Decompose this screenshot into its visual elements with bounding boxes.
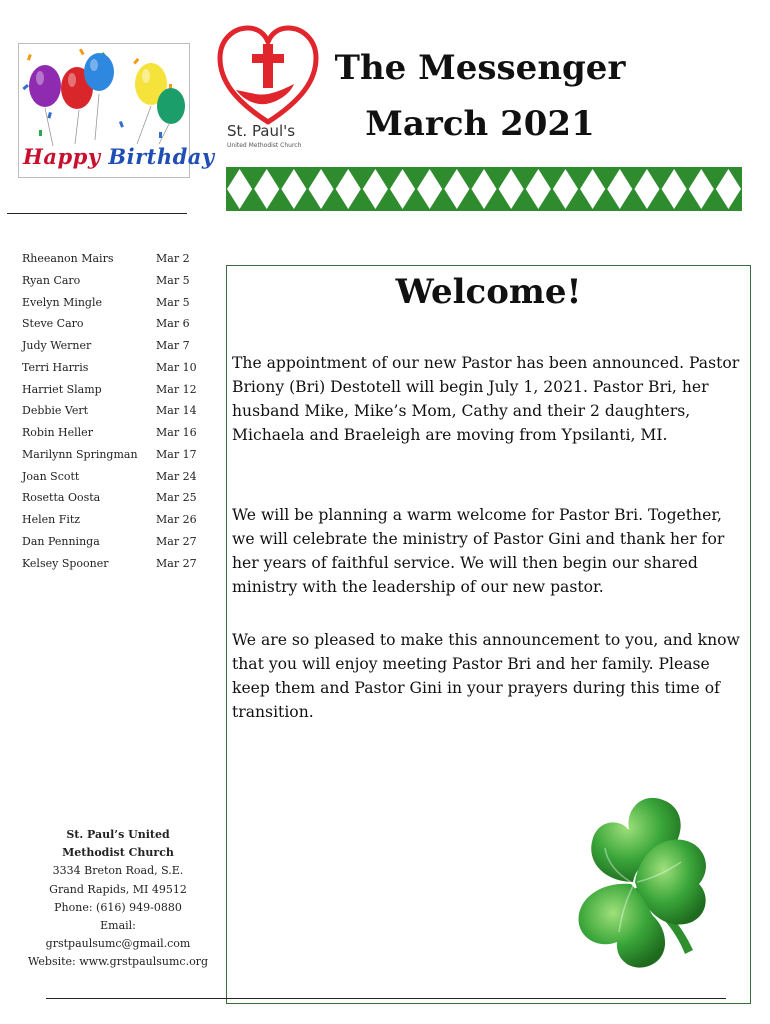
address-line-1: St. Paul’s United <box>66 828 170 841</box>
welcome-paragraph-3: We are so pleased to make this announcement to you, and know that you will enjoy meeting Pastor Bri and her family. Please keep them and Pastor Gini in your prayers during this time of transition. <box>232 631 740 721</box>
birthday-row: Judy Werner Mar 7 <box>22 339 190 352</box>
address-website: Website: www.grstpaulsumc.org <box>27 955 208 969</box>
newsletter-title <box>330 40 630 152</box>
birthday-row: Rheeanon Mairs Mar 2 <box>22 252 190 265</box>
birthday-row: Evelyn Mingle Mar 5 <box>22 295 190 309</box>
happy-birthday-image <box>18 43 215 178</box>
address-phone: Phone: (616) 949-0880 <box>54 900 182 914</box>
birthday-row: Marilynn Springman Mar 17 <box>22 447 197 461</box>
logo-church-subtitle: United Methodist Church <box>227 142 302 149</box>
address-email: grstpaulsumc@gmail.com <box>45 937 191 951</box>
birthday-row: Debbie Vert Mar 14 <box>22 404 197 418</box>
birthday-row: Harriet Slamp Mar 12 <box>22 382 197 396</box>
divider-line <box>7 213 187 214</box>
birthday-row: Joan Scott Mar 24 <box>22 469 197 483</box>
birthday-row: Helen Fitz Mar 26 <box>22 513 197 526</box>
title-line-1: The Messenger <box>334 48 626 88</box>
title-line-2: March 2021 <box>365 104 595 144</box>
birthday-row: Dan Penninga Mar 27 <box>22 534 197 548</box>
address-street: 3334 Breton Road, S.E. <box>52 864 184 878</box>
church-address-block <box>20 826 216 972</box>
welcome-paragraph-2: We will be planning a warm welcome for Pastor Bri. Together, we will celebrate the ministry of Pastor Gini and thank her for her years of faithful service. We will then begin our shared ministry with the leadership of our new pastor. <box>232 506 725 596</box>
address-city: Grand Rapids, MI 49512 <box>49 882 187 896</box>
welcome-heading: Welcome! <box>395 272 582 312</box>
birthday-list <box>22 252 212 578</box>
address-line-2: Methodist Church <box>62 846 174 860</box>
logo-church-name: St. Paul's <box>227 122 296 140</box>
welcome-paragraph-1: The appointment of our new Pastor has been announced. Pastor Briony (Bri) Destotell will begin July 1, 2021. Pastor Bri, her husband Mike, Mike’s Mom, Cathy and their 2 daughters, Michaela and Braeleigh are moving from Ypsilanti, MI. <box>232 354 740 444</box>
bottom-divider-line <box>46 998 726 999</box>
birthday-row: Kelsey Spooner Mar 27 <box>22 556 197 570</box>
birthday-row: Ryan Caro Mar 5 <box>22 273 190 287</box>
shamrock-image <box>535 778 730 978</box>
birthday-row: Terri Harris Mar 10 <box>22 360 197 374</box>
happy-birthday-text: Happy Birthday <box>23 144 215 169</box>
birthday-row: Rosetta Oosta Mar 25 <box>22 491 197 505</box>
birthday-row: Robin Heller Mar 16 <box>22 426 197 439</box>
address-email-label: Email: <box>100 919 136 933</box>
birthday-row: Steve Caro Mar 6 <box>22 317 190 331</box>
diamond-border-band <box>226 167 742 211</box>
